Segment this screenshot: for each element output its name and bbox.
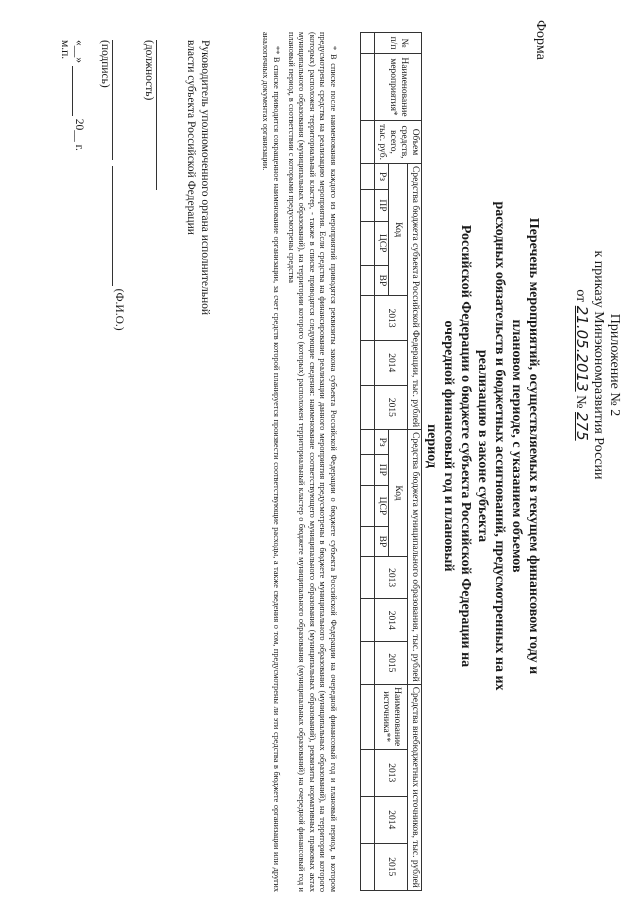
order-reference: к приказу Минэкономразвития России	[591, 250, 606, 480]
footnote-1: * В списке после наименования каждого из мероприятий приводятся реквизиты закона субъекта Российской Федерации о бюджете субъекта Российской Федерации на очередной финансовый год и плановый период, в котором предусмотрены средства на реализацию мероприятия. Если средства на финансирование реализации данного мероприятия предусмотрены в бюджете муниципального образования (муниципальных образований), на территории которого (которых) расположен территориальный кластер, - также в списке приводятся следующие сведения: наименование соответствующего муниципального образования (муниципальных образований), реквизиты нормативных правовых актах муниципального образования (муниципальных образований), на территории которого (которых) расположен территориальный кластер о бюджете муниципального образования (муниципальных образований) на очередной финансовый год и плановый период, в соответствии с которыми предусмотрены средства	[286, 32, 338, 892]
fio-line	[112, 166, 113, 286]
table-cell	[361, 385, 375, 430]
date-prefix: от	[573, 289, 588, 303]
table-cell	[361, 485, 375, 527]
appendix-number: Приложение № 2	[607, 313, 622, 417]
header-code-part: ПР	[375, 190, 389, 222]
table-empty-row	[361, 33, 375, 891]
header-code-part: ВР	[375, 527, 389, 557]
date-month-blank	[72, 66, 73, 116]
signature-block	[58, 40, 212, 331]
header-year: 2014	[375, 796, 408, 843]
header-volume: Объем средств, всего, тыс. руб.	[375, 121, 422, 164]
table-cell	[361, 556, 375, 599]
table-cell	[361, 796, 375, 843]
table-cell	[361, 455, 375, 485]
header-source-name: Наименование источника**	[375, 684, 408, 749]
table-cell	[361, 164, 375, 190]
table-cell	[361, 684, 375, 749]
number-prefix: №	[573, 395, 588, 409]
header-code-part: Рз	[375, 430, 389, 455]
table-cell	[361, 430, 375, 455]
signature-line	[112, 40, 113, 160]
header-code: Код	[389, 430, 408, 557]
measures-table	[360, 32, 422, 891]
table-cell	[361, 843, 375, 890]
table-cell	[361, 599, 375, 642]
header-year: 2013	[375, 296, 408, 341]
table-header-row	[408, 33, 422, 891]
date-year: 20__ г.	[73, 118, 85, 151]
title-line: Перечень мероприятий, осуществляемых в текущем финансовом году и плановом периоде, с указанием объемов	[509, 217, 541, 675]
header-code: Код	[389, 164, 408, 296]
table-cell	[361, 121, 375, 164]
table-cell	[361, 221, 375, 265]
position-line	[156, 40, 157, 190]
table-cell	[361, 642, 375, 685]
document-title	[423, 196, 542, 696]
table-cell	[361, 340, 375, 385]
head-title-cont: власти субъекта Российской Федерации	[185, 40, 197, 235]
header-year: 2013	[375, 749, 408, 796]
header-year: 2015	[375, 843, 408, 890]
stamp-place: м.п.	[59, 40, 71, 60]
header-code-part: ЦСР	[375, 485, 389, 527]
table-cell	[361, 54, 375, 121]
title-line: Российской Федерации о бюджете субъекта Российской Федерации на очередной финансовый год и плановый	[441, 224, 473, 668]
handwritten-date: 21.05.2013	[573, 305, 591, 392]
head-title: Руководитель уполномоченного органа исполнительной	[199, 40, 211, 316]
handwritten-number: 275	[573, 412, 591, 441]
header-year: 2014	[375, 340, 408, 385]
header-subject-budget: Средства бюджета субъекта Российской Федерации, тыс. рублей	[408, 164, 422, 430]
header-code-part: ПР	[375, 455, 389, 485]
header-year: 2014	[375, 599, 408, 642]
date-day: «__»	[73, 40, 85, 63]
order-date-line	[572, 235, 590, 495]
header-no: № п/п	[375, 33, 422, 54]
header-code-part: Рз	[375, 164, 389, 190]
header-measure-name: Наименование мероприятия*	[375, 54, 422, 121]
footnote-2: ** В списке приводится сокращенное наименование организации, за счет средств которой планируется произвести соответствующие расходы, а также сведения о том, предусмотрены ли эти средства в бюджете организации или других аналогичных документах организации.	[261, 32, 282, 892]
header-code-part: ВР	[375, 265, 389, 296]
title-line: период	[424, 424, 439, 468]
header-code-part: ЦСР	[375, 221, 389, 265]
header-municipal-budget: Средства бюджета муниципального образования, тыс. рублей	[408, 430, 422, 685]
title-line: расходных обязательств и бюджетных ассигнований, предусмотренных на их реализацию в законе субъекта	[475, 201, 507, 691]
table-cell	[361, 749, 375, 796]
appendix-header	[572, 235, 622, 495]
position-caption: (должность)	[143, 40, 155, 101]
header-extra-budget: Средства внебюджетных источников, тыс. рублей	[408, 684, 422, 890]
table-cell	[361, 265, 375, 296]
header-year: 2013	[375, 556, 408, 599]
form-label: Форма	[533, 20, 548, 60]
header-year: 2015	[375, 385, 408, 430]
header-year: 2015	[375, 642, 408, 685]
footnotes	[256, 32, 338, 892]
table-cell	[361, 296, 375, 341]
table-cell	[361, 527, 375, 557]
table-cell	[361, 33, 375, 54]
signature-caption: (подпись)	[99, 40, 111, 88]
fio-caption: (Ф.И.О.)	[113, 288, 125, 331]
table-cell	[361, 190, 375, 222]
date-line	[72, 40, 86, 331]
